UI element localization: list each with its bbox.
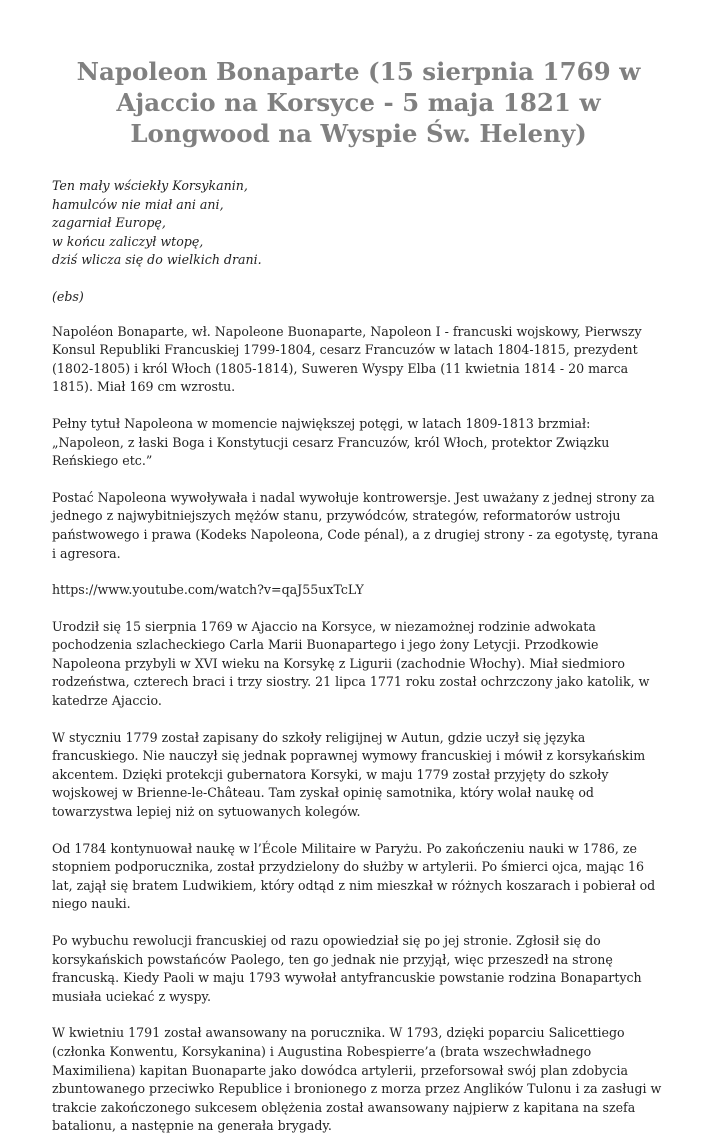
poem-signature: (ebs) <box>52 288 84 304</box>
paragraph-birth: Urodził się 15 sierpnia 1769 w Ajaccio na Korsyce, w niezamożnej rodzinie adwokata pochodzenia szlacheckiego Carla Marii Buonapartego i jego żony Letycji. Przodkowie Napoleona przybyli w XVI wieku na Korsykę z Ligurii (zachodnie Włochy). Miał siedmioro rodzeństwa, czterech braci i trzy siostry. 21 lipca 1771 roku został ochrzczony jako katolik, w katedrze Ajaccio. <box>52 618 650 709</box>
paragraph-military-school: Od 1784 kontynuował naukę w l’École Militaire w Paryżu. Po zakończeniu nauki w 1786, ze stopniem podporucznika, został przydzielony do służby w artylerii. Po śmierci ojca, mając 16 lat, zajął się bratem Ludwikiem, który odtąd z nim mieszkał w różnych koszarach i pobierał od niego nauki. <box>52 840 656 912</box>
poem <box>52 177 665 270</box>
paragraph-promotion: W kwietniu 1791 został awansowany na porucznika. W 1793, dzięki poparciu Salicettiego (członka Konwentu, Korsykanina) i Augustina Robespierre’a (brata wszechwładnego Maximiliena) kapitan Buonaparte jako dowódca artylerii, przeforsował swój plan zdobycia zbuntowanego przeciwko Republice i bronionego z morza przez Anglików Tulonu i za zasługi w trakcie zakończonego sukcesem oblężenia został awansowany najpierw z kapitana na szefa batalionu, a następnie na generała brygady. <box>52 1025 662 1134</box>
paragraph-intro: Napoléon Bonaparte, wł. Napoleone Buonaparte, Napoleon I - francuski wojskowy, Pierwszy Konsul Republiki Francuskiej 1799-1804, cesarz Francuzów w latach 1804-1815, prezydent (1802-1805) i król Włoch (1805-1814), Suweren Wyspy Elba (11 kwietnia 1814 - 20 marca 1815). Miał 169 cm wzrostu. <box>52 323 642 395</box>
page-title: Napoleon Bonaparte (15 sierpnia 1769 w Ajaccio na Korsyce - 5 maja 1821 w Longwood na Wyspie Św. Heleny) <box>76 57 641 148</box>
video-link-paragraph <box>52 581 665 600</box>
paragraph-education: W styczniu 1779 został zapisany do szkoły religijnej w Autun, gdzie uczył się języka francuskiego. Nie nauczył się jednak poprawnej wymowy francuskiej i mówił z korsykańskim akcentem. Dzięki protekcji gubernatora Korsyki, w maju 1779 został przyjęty do szkoły wojskowej w Brienne-le-Château. Tam zyskał opinię samotnika, który wolał naukę od towarzystwa lepiej niż on sytuowanych kolegów. <box>52 729 646 820</box>
poem-line: dziś wlicza się do wielkich drani. <box>52 252 262 268</box>
poem-line: hamulców nie miał ani ani, <box>52 196 224 212</box>
poem-line: w końcu zaliczył wtopę, <box>52 233 204 249</box>
paragraph-title: Pełny tytuł Napoleona w momencie największej potęgi, w latach 1809-1813 brzmiał: „Napoleon, z łaski Boga i Konstytucji cesarz Francuzów, król Włoch, protektor Związku Reńskiego etc.” <box>52 415 610 469</box>
youtube-link[interactable]: https://www.youtube.com/watch?v=qaJ55uxTcLY <box>52 582 364 598</box>
paragraph-controversy: Postać Napoleona wywoływała i nadal wywołuje kontrowersje. Jest uważany z jednej strony za jednego z najwybitniejszych mężów stanu, przywódców, strategów, reformatorów ustroju państwowego i prawa (Kodeks Napoleona, Code pénal), a z drugiej strony - za egotystę, tyrana i agresora. <box>52 489 659 561</box>
paragraph-revolution: Po wybuchu rewolucji francuskiej od razu opowiedział się po jej stronie. Zgłosił się do korsykańskich powstańców Paolego, ten go jednak nie przyjął, więc przeszedł na stronę francuską. Kiedy Paoli w maju 1793 wywołał antyfrancuskie powstanie rodzina Bonapartych musiała uciekać z wyspy. <box>52 933 642 1004</box>
poem-line: Ten mały wściekły Korsykanin, <box>52 178 248 193</box>
poem-line: zagarniał Europę, <box>52 215 166 231</box>
